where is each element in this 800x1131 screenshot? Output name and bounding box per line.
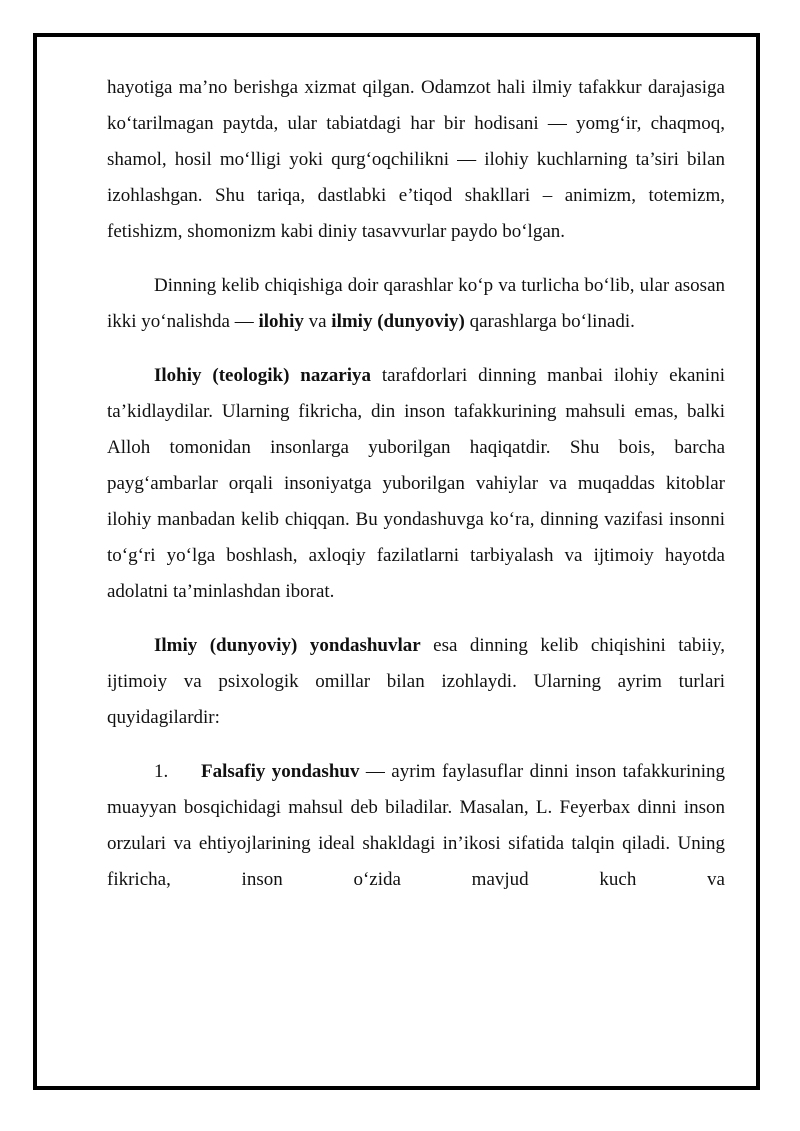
term-ilmiy-yondashuvlar: Ilmiy (dunyoviy) yondashuvlar bbox=[154, 635, 421, 656]
paragraph-3 bbox=[107, 358, 725, 610]
term-ilohiy-nazariya: Ilohiy (teologik) nazariya bbox=[154, 365, 371, 386]
paragraph-1-text: hayotiga ma’no berishga xizmat qilgan. Odamzot hali ilmiy tafakkur darajasiga ko‘tarilmagan paytda, ular tabiatdagi har bir hodisani — yomg‘ir, chaqmoq, shamol, hosil mo‘lligi yoki qurg‘oqchilikni — ilohiy kuchlarning ta’siri bilan izohlashgan. Shu tariqa, dastlabki e’tiqod shakllari – animizm, totemizm, fetishizm, shomonizm kabi diniy tasavvurlar paydo bo‘lgan. bbox=[107, 77, 725, 242]
paragraph-2-text-c: qarashlarga bo‘linadi. bbox=[464, 311, 635, 332]
paragraph-2-text-b: va bbox=[303, 311, 332, 332]
term-falsafiy-yondashuv: Falsafiy yondashuv bbox=[201, 761, 360, 782]
document-body bbox=[107, 70, 725, 898]
list-number: 1. bbox=[154, 761, 169, 782]
term-ilmiy-dunyoviy: ilmiy (dunyoviy) bbox=[331, 311, 465, 332]
paragraph-1 bbox=[107, 70, 725, 250]
paragraph-4 bbox=[107, 628, 725, 736]
paragraph-5 bbox=[107, 754, 725, 898]
paragraph-2 bbox=[107, 268, 725, 340]
paragraph-5-text: — ayrim faylasuflar dinni inson tafakkurining muayyan bosqichidagi mahsul deb biladilar. Masalan, L. Feyerbax dinni inson orzulari va ehtiyojlarining ideal shakldagi in’ikosi sifatida talqin qiladi. Uning fikricha, inson o‘zida mavjud kuch va bbox=[107, 761, 726, 890]
term-ilohiy: ilohiy bbox=[258, 311, 304, 332]
paragraph-3-text: tarafdorlari dinning manbai ilohiy ekanini ta’kidlaydilar. Ularning fikricha, din inson tafakkurining mahsuli emas, balki Alloh tomonidan insonlarga yuborilgan haqiqatdir. Shu bois, barcha payg‘ambarlar orqali insoniyatga yuborilgan vahiylar va muqaddas kitoblar ilohiy manbadan kelib chiqqan. Bu yondashuvga ko‘ra, dinning vazifasi insonni to‘g‘ri yo‘lga boshlash, axloqiy fazilatlarni tarbiyalash va ijtimoiy hayotda adolatni ta’minlashdan iborat. bbox=[107, 365, 725, 602]
paragraph-4-text: esa dinning kelib chiqishini tabiiy, ijtimoiy va psixologik omillar bilan izohlaydi. Ularning ayrim turlari quyidagilardir: bbox=[107, 635, 725, 728]
paragraph-2-text-a: Dinning kelib chiqishiga doir qarashlar ko‘p va turlicha bo‘lib, ular asosan ikki yo‘nalishda — bbox=[107, 275, 725, 332]
